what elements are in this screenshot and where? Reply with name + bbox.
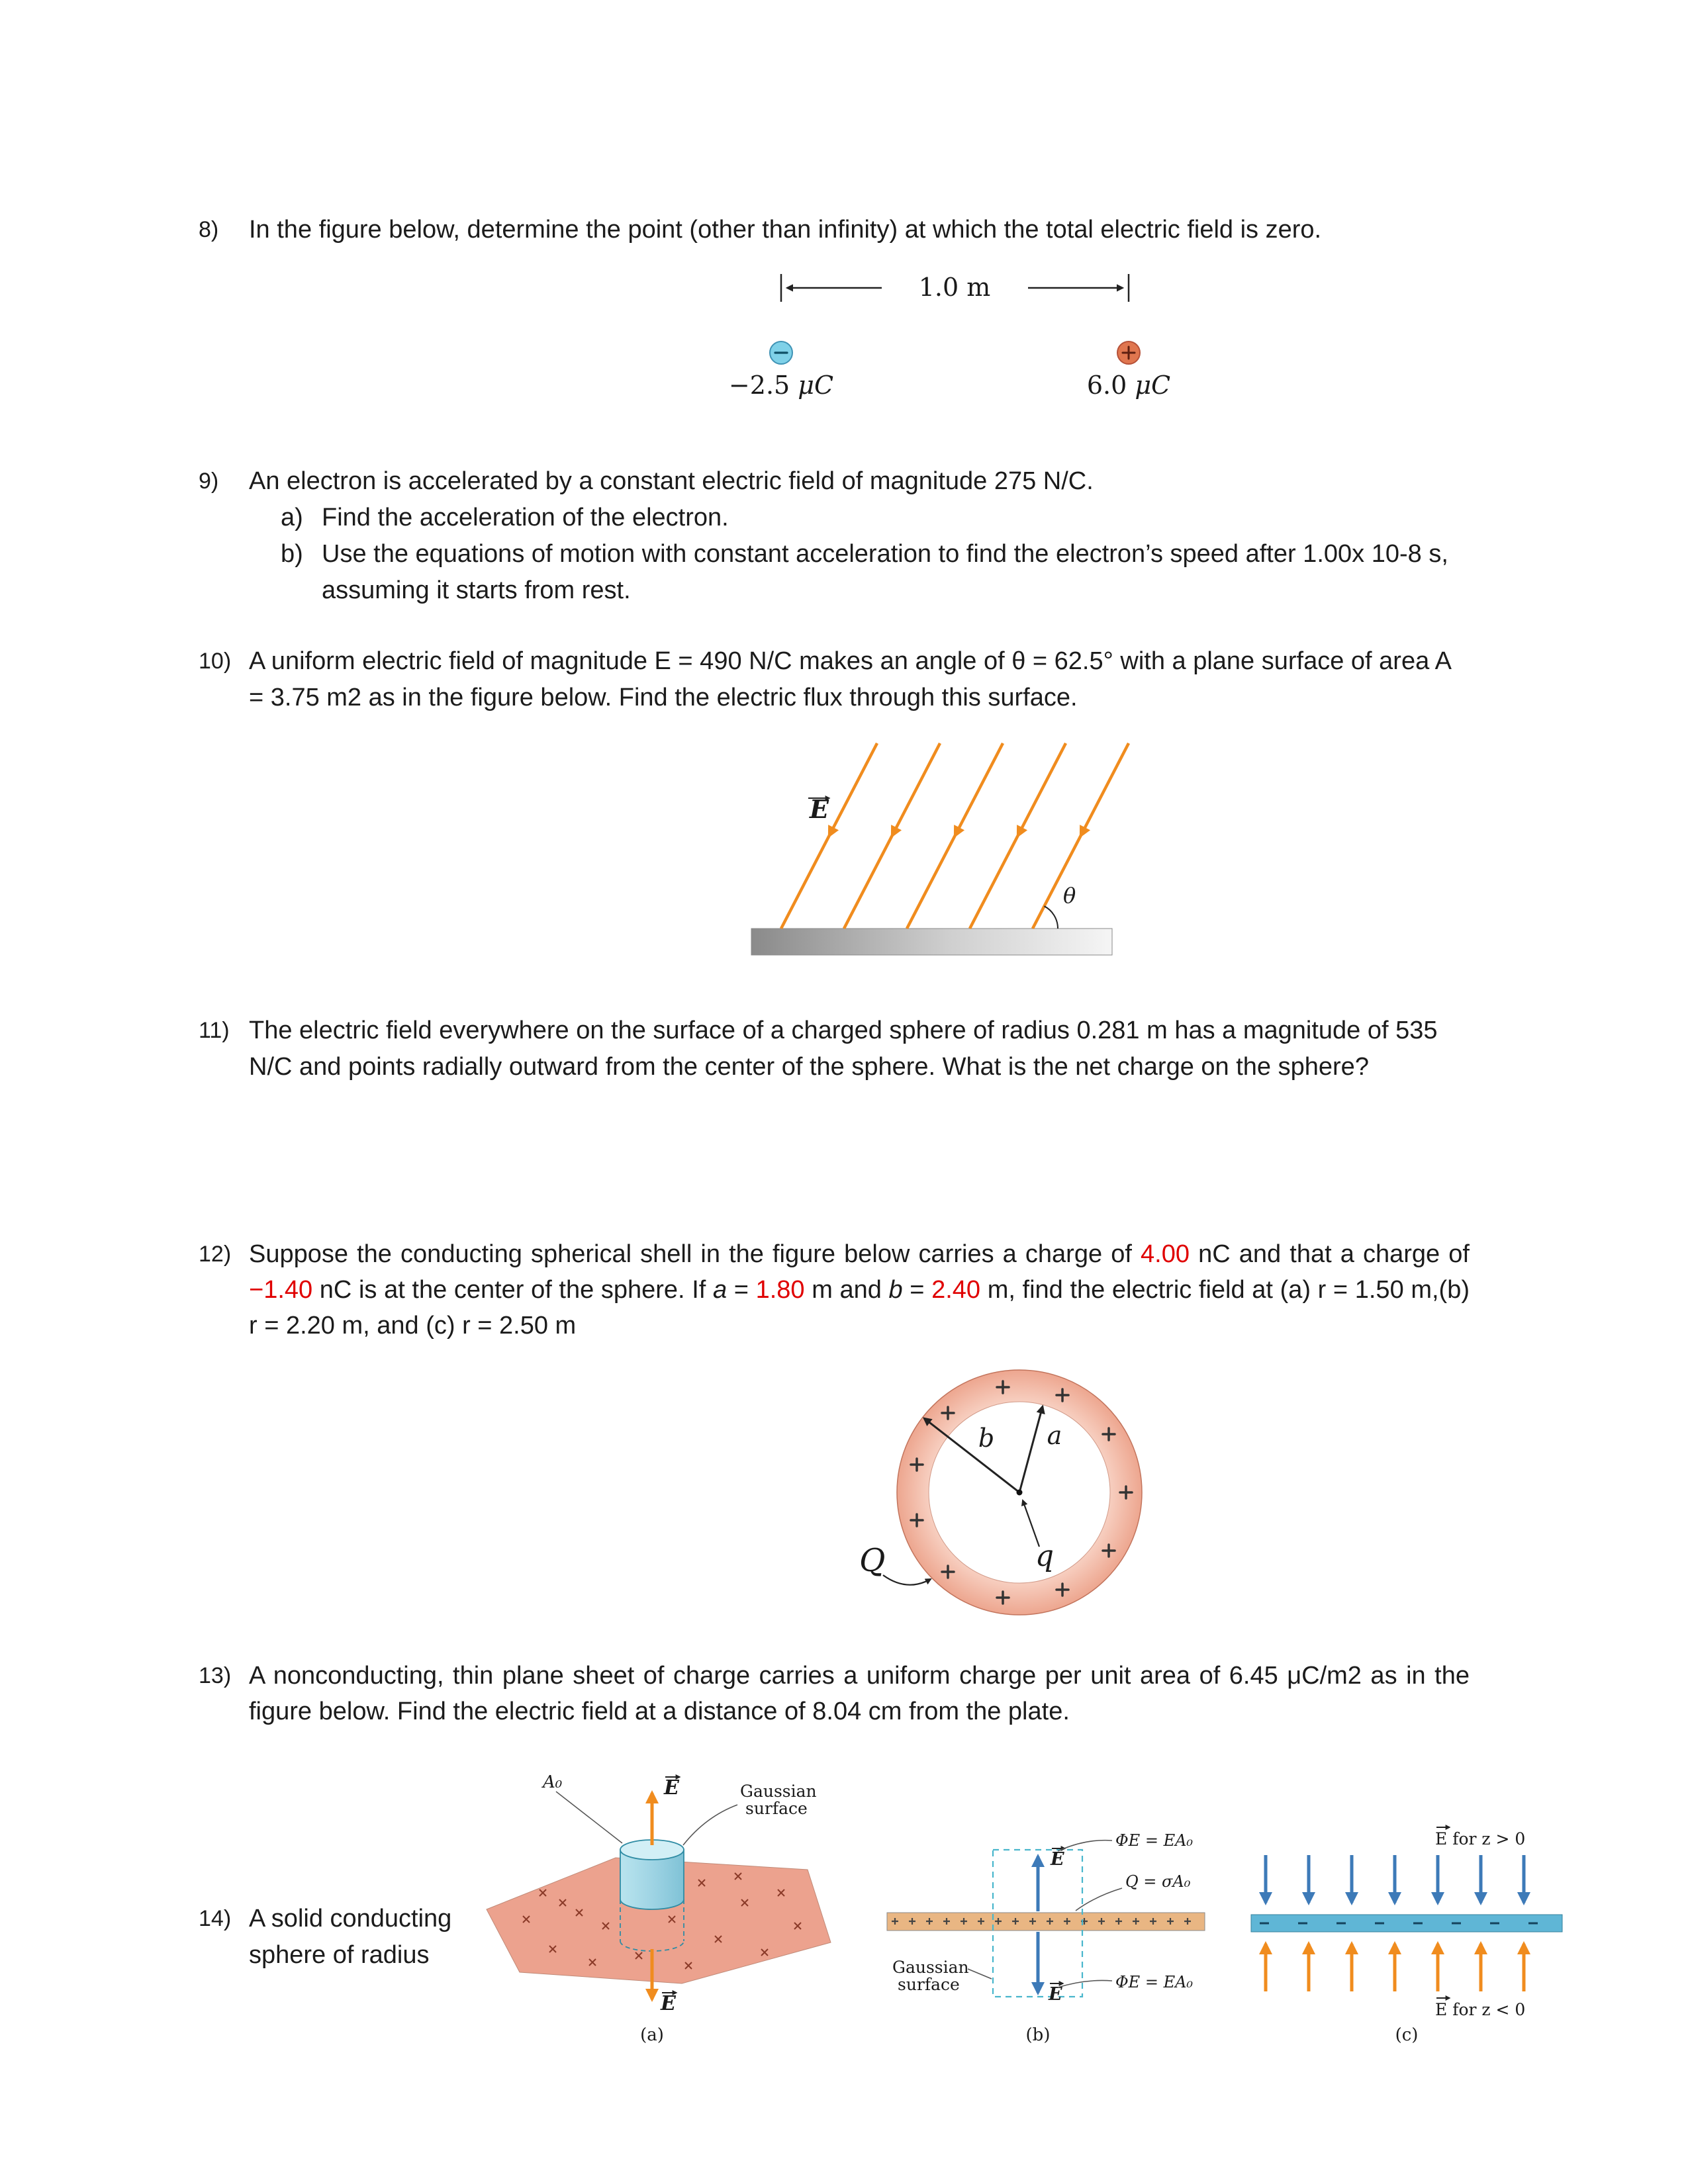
figure-two-point-charges-svg xyxy=(702,263,1205,406)
field-lines xyxy=(781,743,1129,929)
problem-9 xyxy=(199,463,1470,609)
problem-9b xyxy=(249,536,1470,609)
distance-label: 1.0 m xyxy=(918,273,991,302)
negative-charge-label xyxy=(729,371,833,400)
theta-label: θ xyxy=(1063,883,1076,908)
problem-12-text xyxy=(249,1236,1470,1343)
negative-charge-unit: μC xyxy=(798,371,834,400)
figure-electric-flux xyxy=(712,733,1195,978)
problem-13-number: 13) xyxy=(199,1663,232,1688)
problem-12-a-symbol: a xyxy=(713,1276,727,1304)
problem-12 xyxy=(199,1236,1470,1343)
positive-charge-value: 6.0 xyxy=(1086,371,1135,400)
field-line xyxy=(970,743,1066,929)
problem-13 xyxy=(199,1658,1470,1729)
problem-12-seg5: nC is at the center of the sphere. If xyxy=(312,1276,713,1304)
gaussian-leader-line xyxy=(683,1805,737,1845)
positive-charge-label xyxy=(1087,371,1170,400)
problem-12-seg3: nC and that a charge of xyxy=(1189,1240,1470,1268)
problem-8 xyxy=(199,212,1470,248)
problem-9-text: An electron is accelerated by a constant electric field of magnitude 275 N/C. xyxy=(249,467,1094,495)
flux-top-leader xyxy=(1058,1841,1112,1851)
figure-spherical-shell xyxy=(821,1350,1205,1648)
problem-13-text: A nonconducting, thin plane sheet of charge carries a uniform charge per unit area of 6.45 μC/m2 as in the figure below. Find the electric field at a distance of 8.04 cm from the plate. xyxy=(249,1662,1470,1725)
negative-sheet xyxy=(1251,1915,1562,1932)
problem-10-number: 10) xyxy=(199,649,232,674)
problem-10 xyxy=(199,643,1470,716)
figure-plane-sheet-svg xyxy=(463,1751,1575,2048)
field-line xyxy=(781,743,877,929)
center-charge-dot xyxy=(1017,1490,1023,1496)
caption-c: (c) xyxy=(1395,2025,1419,2045)
panel-a-sheet-with-gaussian-cylinder xyxy=(487,1772,831,2045)
e-label-bottom: E xyxy=(661,1992,676,2015)
problem-11-text: The electric field everywhere on the surface of a charged sphere of radius 0.281 m has a magnitude of 535 N/C and points radially outward from the center of the sphere. What is the net charge on the sphere? xyxy=(249,1017,1438,1081)
radius-b-label: b xyxy=(978,1424,995,1453)
figure-spherical-shell-svg xyxy=(821,1350,1205,1648)
e-field-label: E xyxy=(810,794,829,824)
flux-bottom-label: ΦE = EA₀ xyxy=(1115,1973,1194,1991)
gaussian-surface-label-line1: Gaussian xyxy=(740,1782,817,1801)
problem-12-charge-center-value: −1.40 xyxy=(249,1276,313,1304)
center-charge-label: q xyxy=(1035,1539,1055,1573)
flux-bottom-leader xyxy=(1058,1980,1112,1987)
problem-12-b-symbol: b xyxy=(888,1276,903,1304)
plane-surface xyxy=(751,929,1112,955)
problem-9a xyxy=(249,500,1470,536)
problem-14 xyxy=(199,1901,477,1974)
charge-label: Q = σA₀ xyxy=(1125,1872,1191,1891)
gaussian-surface-label-line1: Gaussian xyxy=(892,1958,969,1977)
e-field-arrows-below xyxy=(1266,1944,1524,1991)
gaussian-surface-label-line2: surface xyxy=(745,1799,808,1818)
problem-9b-text: Use the equations of motion with constant acceleration to find the electron’s speed after 1.00x 10-8 s, assuming it starts from rest. xyxy=(322,540,1448,604)
charged-sheet-edge xyxy=(887,1913,1205,1931)
area-leader-line xyxy=(556,1792,622,1843)
field-line xyxy=(1033,743,1129,929)
problem-9-body xyxy=(249,463,1470,609)
figure-plane-sheet-of-charge xyxy=(463,1751,1575,2048)
problem-11 xyxy=(199,1013,1470,1085)
problem-12-a-value: 1.80 xyxy=(755,1276,805,1304)
caption-a: (a) xyxy=(640,2025,664,2045)
problem-8-number: 8) xyxy=(199,217,219,242)
positive-charge-unit: μC xyxy=(1135,371,1171,400)
flux-top-label: ΦE = EA₀ xyxy=(1115,1831,1194,1850)
problem-12-number: 12) xyxy=(199,1242,232,1267)
problem-10-text: A uniform electric field of magnitude E = 490 N/C makes an angle of θ = 62.5° with a plane surface of area A = 3.75 m2 as in the figure below. Find the electric flux through this surface. xyxy=(249,647,1450,711)
problem-12-seg9: m and xyxy=(804,1276,889,1304)
caption-b: (b) xyxy=(1025,2025,1051,2045)
problem-9-number: 9) xyxy=(199,469,219,494)
panel-b-edge-view-gaussian-box xyxy=(887,1831,1205,2045)
e-label-top: E xyxy=(664,1776,679,1799)
problem-11-number: 11) xyxy=(199,1018,230,1043)
field-above-label: E for z > 0 xyxy=(1435,1829,1526,1848)
problem-9a-number: a) xyxy=(281,504,303,531)
gaussian-surface-label-line2: surface xyxy=(898,1975,960,1994)
problem-12-seg13: m, find the electric field at (a) r = 1.50 m,(b) r = 2.20 m, and (c) r = 2.50 m xyxy=(249,1276,1470,1340)
problem-12-seg11: = xyxy=(902,1276,932,1304)
shell-charge-label: Q xyxy=(859,1542,886,1579)
figure-two-point-charges xyxy=(702,263,1205,406)
negative-charge-value: −2.5 xyxy=(728,371,798,400)
problem-14-text: A solid conducting sphere of radius xyxy=(249,1905,452,1969)
problem-12-seg1: Suppose the conducting spherical shell in the figure below carries a charge of xyxy=(249,1240,1141,1268)
radius-a-label: a xyxy=(1047,1421,1062,1450)
area-label: A₀ xyxy=(543,1772,563,1792)
problem-12-seg7: = xyxy=(727,1276,756,1304)
field-below-label: E for z < 0 xyxy=(1435,2000,1526,2019)
problem-14-number: 14) xyxy=(199,1906,232,1931)
panel-c-field-both-sides xyxy=(1251,1827,1562,2045)
field-line xyxy=(907,743,1003,929)
gaussian-leader-line xyxy=(968,1969,992,1979)
shell-charge-pointer-arrow xyxy=(883,1575,931,1585)
problem-9b-number: b) xyxy=(281,540,303,568)
field-line xyxy=(844,743,940,929)
problem-8-text: In the figure below, determine the point (other than infinity) at which the total electric field is zero. xyxy=(249,216,1322,244)
figure-electric-flux-svg xyxy=(712,733,1195,978)
e-label-top: E xyxy=(1051,1849,1064,1870)
e-field-arrows-above xyxy=(1266,1855,1524,1903)
problem-9a-text: Find the acceleration of the electron. xyxy=(322,504,729,531)
angle-arc xyxy=(1045,906,1058,929)
problem-12-b-value: 2.40 xyxy=(931,1276,981,1304)
problem-12-charge-shell-value: 4.00 xyxy=(1141,1240,1190,1268)
e-label-bottom: E xyxy=(1049,1984,1062,2005)
